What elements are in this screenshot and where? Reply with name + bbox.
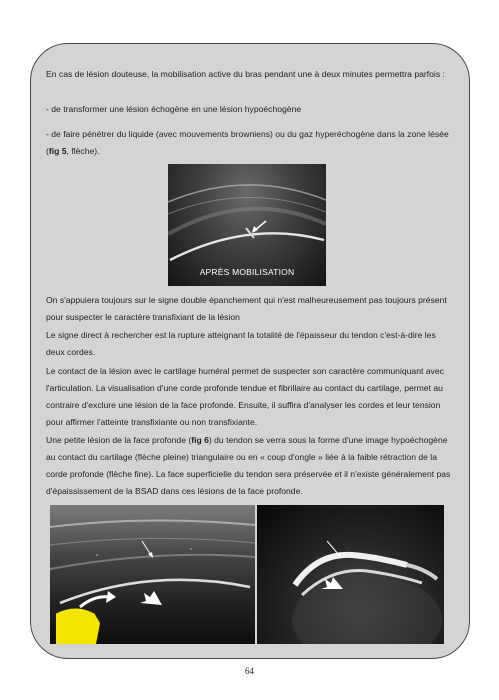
- paragraph-mobilisation: En cas de lésion douteuse, la mobilisation active du bras pendant une à deux minutes permettra parfois :: [46, 69, 445, 79]
- figure-6-arthro-mri: [257, 505, 444, 644]
- figure-ref-5: fig 5: [48, 146, 67, 156]
- paragraph-face-profonde: Une petite lésion de la face profonde (fig 6) du tendon se verra sous la forme d'une image hypoéchogène au contact du cartilage (flèche pleine) triangulaire ou en « coup d'ongle » liée à la faible rétraction de la corde profonde (flèche fine). La face superficielle du tendon sera préservée et il n'existe généralement pas d'épaississement de la BSAD dans ces lésions de la face profonde.: [46, 435, 451, 496]
- thin-arrow-icon: [142, 541, 153, 558]
- figure-5-caption: APRÈS MOBILISATION: [199, 267, 295, 277]
- arrow-icon: [252, 221, 266, 233]
- paragraph-bullet-hypoechogene: - de transformer une lésion échogène en une lésion hypoéchogène: [46, 104, 302, 114]
- paragraph-bullet-liquide: - de faire pénétrer du liquide (avec mouvements browniens) ou du gaz hyperéchogène dans la zone lésée (fig 5, flèche).: [46, 129, 449, 156]
- figure-6-ultrasound: [50, 505, 255, 644]
- solid-arrow-icon: [140, 591, 162, 605]
- page-number: 64: [245, 666, 254, 676]
- paragraph-contact-cartilage: Le contact de la lésion avec le cartilage huméral permet de suspecter son caractère communiquant avec l'articulation. La visualisation d'une corde profonde tendue et fibrillaire au contact du cartilage, permet au contraire d'exclure une lésion de la face profonde. Ensuite, il suffira d'analyser les cordes et leur tension pour affirmer l'atteinte transfixiante ou non transfixiante.: [46, 366, 444, 427]
- figure-5-ultrasound: [168, 164, 326, 286]
- paragraph-double-epanchement: On s'appuiera toujours sur le signe double épanchement qui n'est malheureusement pas toujours présent pour suspecter le caractère transfixiant de la lésion: [46, 295, 447, 322]
- probe-pictogram-icon: [56, 591, 116, 644]
- figure-ref-6: fig 6: [191, 435, 209, 445]
- paragraph-signe-direct: Le signe direct à rechercher est la rupture atteignant la totalité de l'épaisseur du tendon c'est-à-dire les deux cordes.: [46, 330, 436, 357]
